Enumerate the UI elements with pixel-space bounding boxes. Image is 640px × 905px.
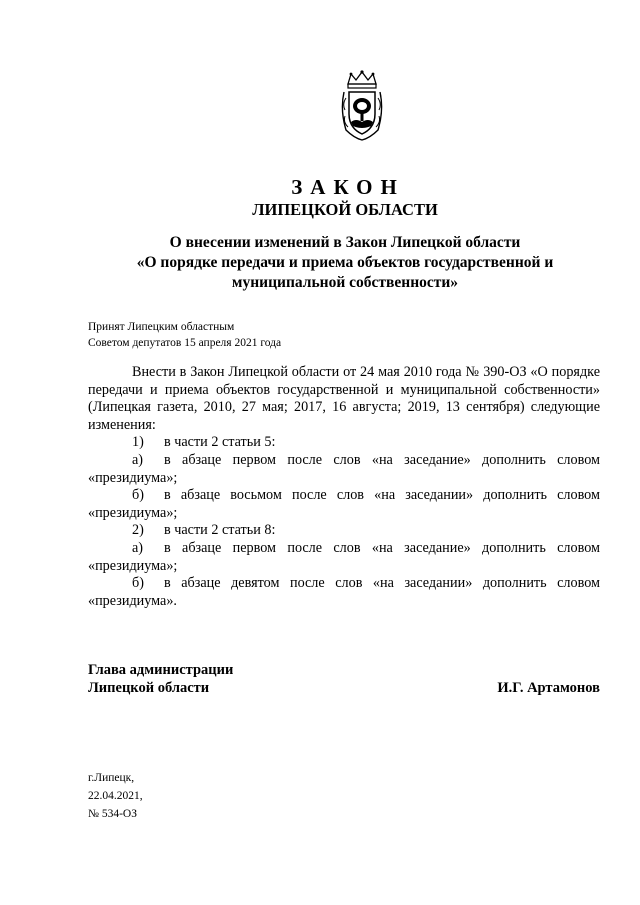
law-item-text: в абзаце первом после слов «на заседание» дополнить словом «президиума»;: [88, 451, 600, 486]
law-item: [88, 575, 600, 610]
document-title: ЗАКОН: [291, 175, 405, 199]
signature-block: [88, 661, 600, 697]
law-item-number: б): [132, 575, 144, 592]
signatory-position: Глава администрации: [88, 662, 234, 678]
signatory-name: И.Г. Артамонов: [497, 680, 600, 696]
footer-date: 22.04.2021,: [88, 790, 143, 802]
law-subject-line: «О порядке передачи и приема объектов государственной и: [136, 254, 554, 271]
footer-city: г.Липецк,: [88, 772, 135, 784]
law-subject-line: О внесении изменений в Закон Липецкой области: [169, 234, 521, 251]
law-item-text: в абзаце первом после слов «на заседание» дополнить словом «президиума»;: [88, 539, 600, 574]
law-subject-line: муниципальной собственности»: [231, 274, 459, 291]
adoption-note: [88, 319, 281, 351]
law-item-number: а): [132, 539, 144, 556]
law-item: [88, 434, 600, 452]
law-item-number: 1): [132, 434, 144, 451]
adoption-note-line: Принят Липецким областным: [88, 321, 235, 333]
law-item: [88, 452, 600, 487]
signatory-region: Липецкой области: [88, 680, 210, 696]
law-item-number: б): [132, 487, 144, 504]
law-item-text: в абзаце восьмом после слов «на заседании» дополнить словом «президиума»;: [88, 487, 600, 521]
adoption-note-line: Советом депутатов 15 апреля 2021 года: [88, 337, 282, 349]
law-item: [88, 540, 600, 575]
footer-number: № 534-ОЗ: [88, 808, 137, 820]
law-item-number: а): [132, 451, 144, 468]
law-intro-paragraph: Внести в Закон Липецкой области от 24 мая 2010 года № 390-ОЗ «О порядке передачи и приема объектов государственной и муниципальной собственности» (Липецкая газета, 2010, 27 мая; 2017, 16 августа; 2019, 13 сентября) следующие изменения:: [88, 364, 600, 433]
law-item: [88, 487, 600, 522]
document-footer: [88, 769, 143, 823]
law-item-text: в абзаце девятом после слов «на заседании» дополнить словом «президиума».: [88, 575, 600, 609]
law-body: [88, 364, 600, 610]
law-item: [88, 522, 600, 540]
law-subject: [95, 233, 595, 293]
signature-row: [88, 679, 600, 697]
law-item-text: в части 2 статьи 5:: [164, 434, 276, 451]
coat-of-arms-icon: [338, 70, 386, 142]
document-region: ЛИПЕЦКОЙ ОБЛАСТИ: [252, 200, 438, 219]
law-item-text: в части 2 статьи 8:: [164, 522, 276, 539]
law-item-number: 2): [132, 522, 144, 539]
